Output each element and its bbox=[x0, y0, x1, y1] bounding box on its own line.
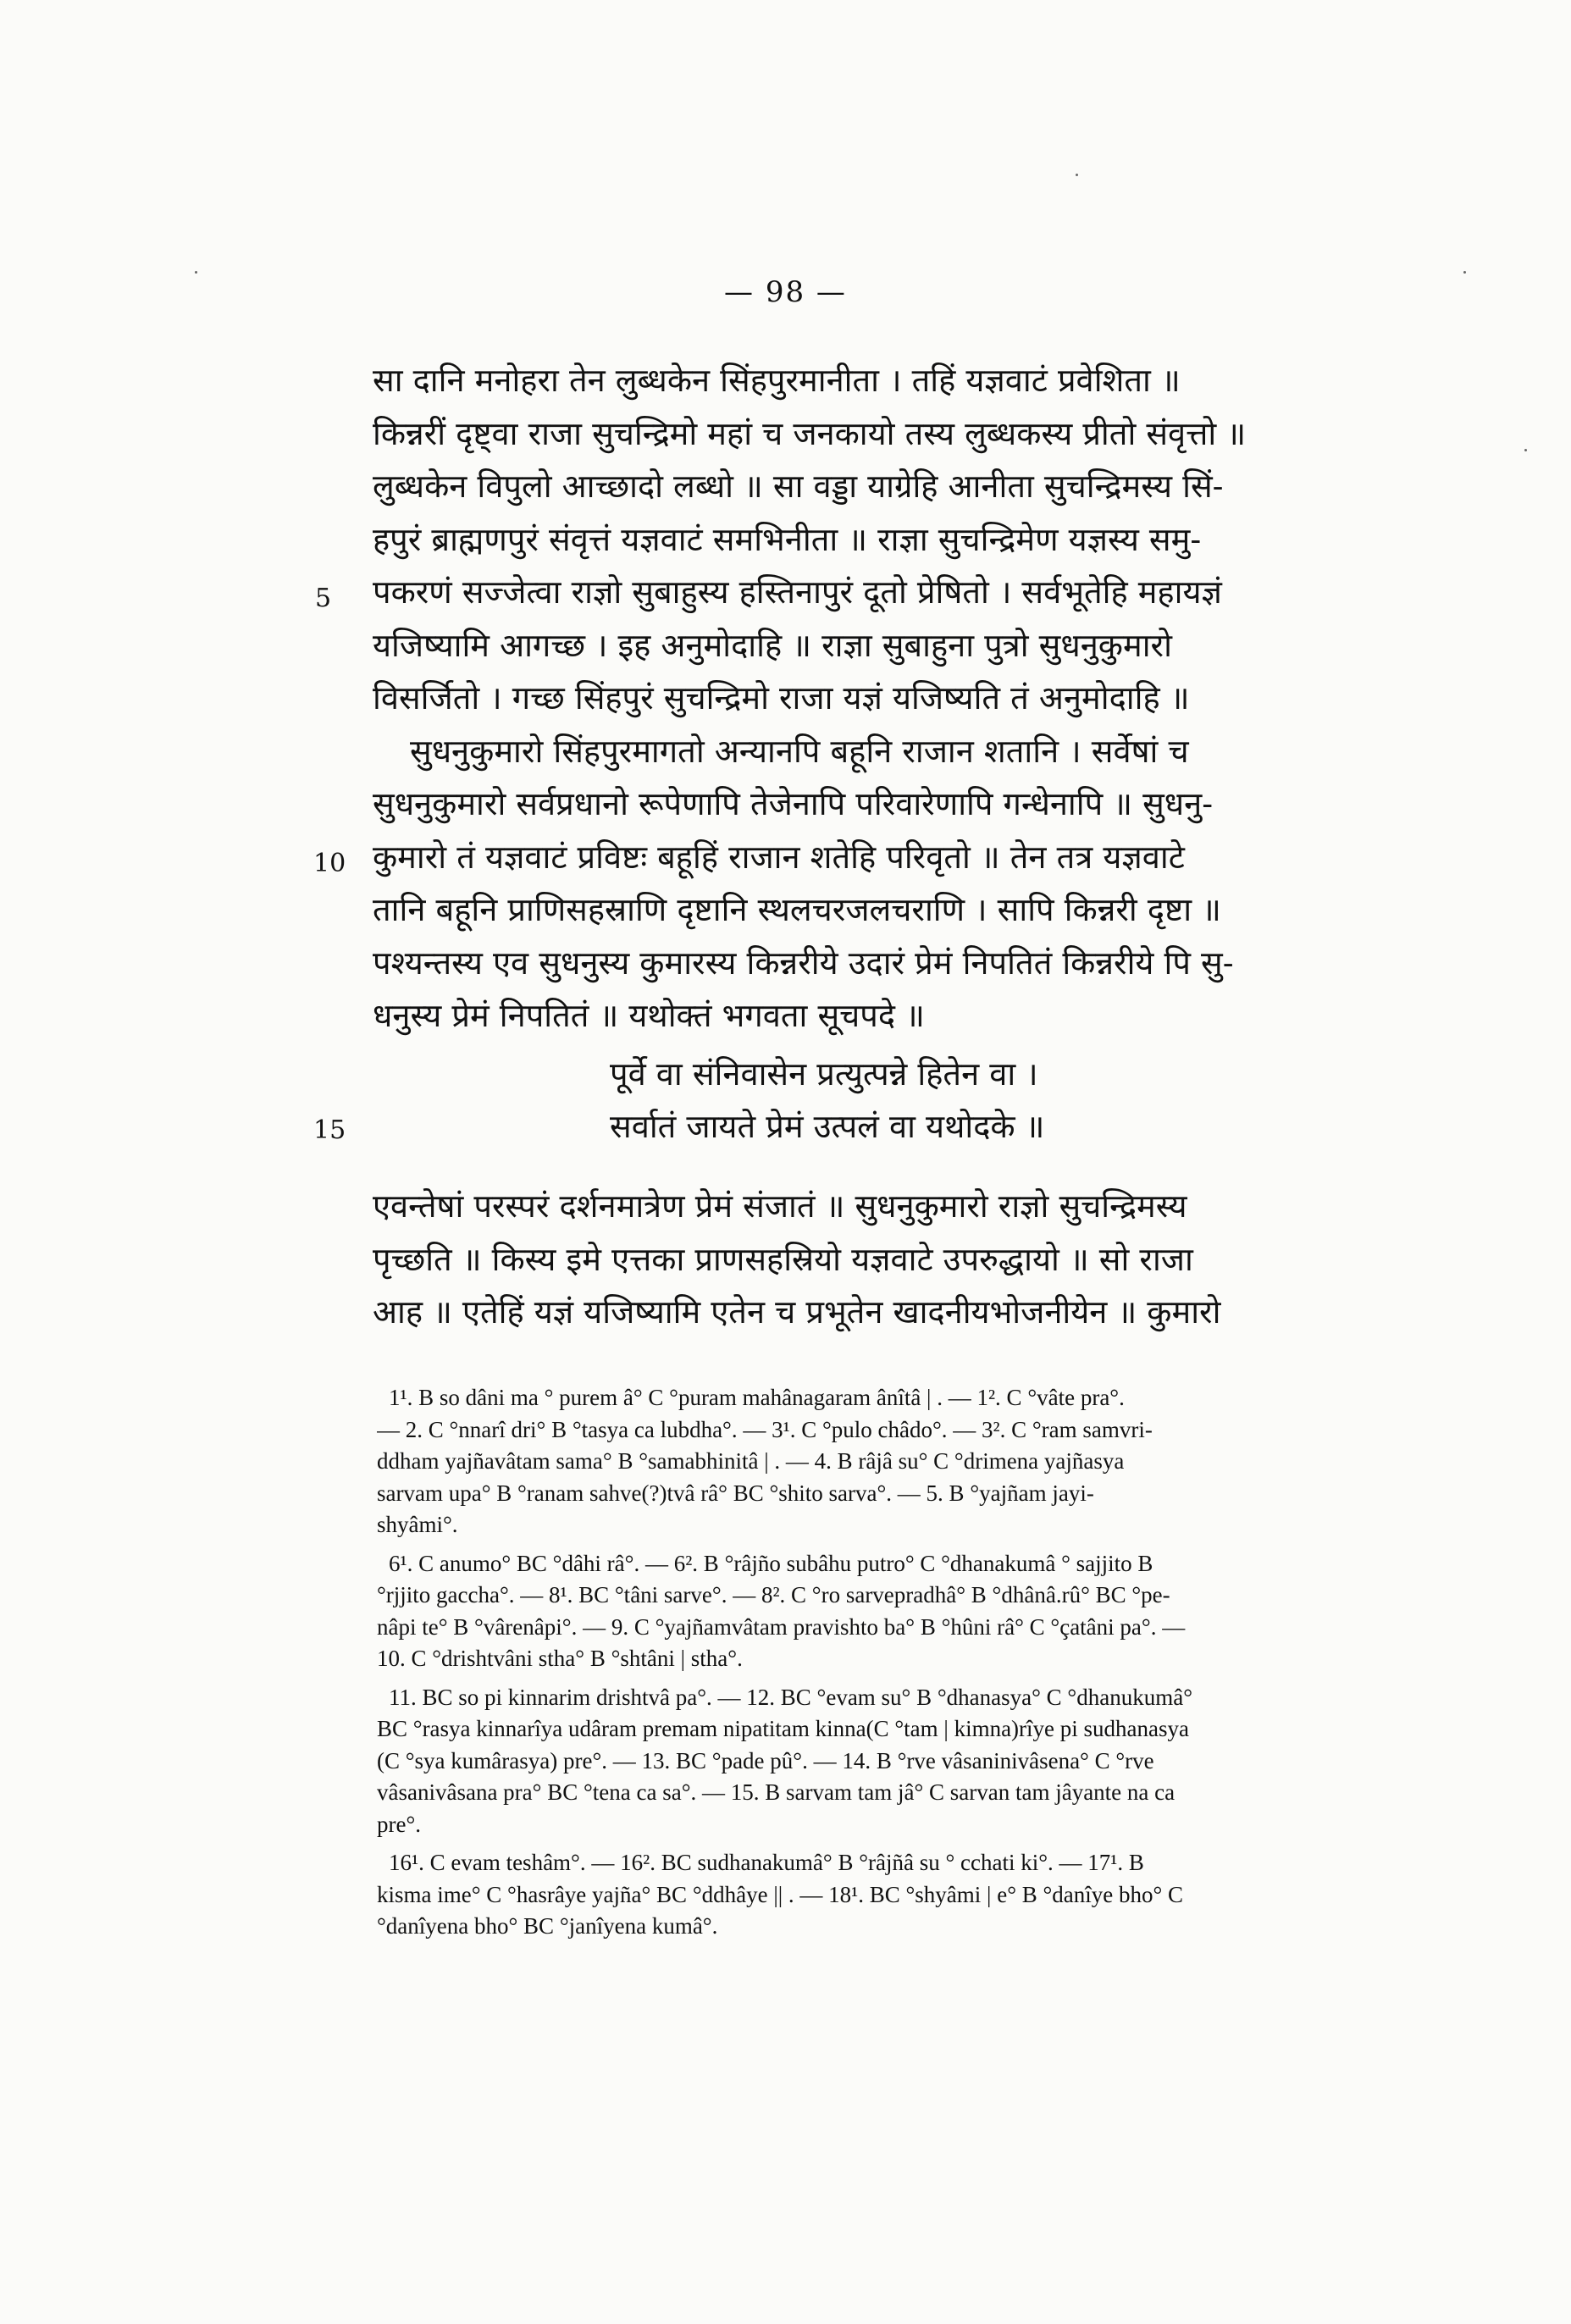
footnote-line: 16¹. C evam teshâm°. — 16². BC sudhanakumâ° B °râjñâ su ° cchati ki°. — 17¹. B bbox=[389, 1850, 1144, 1875]
footnote-line: — 2. C °nnarî dri° B °tasya ca lubdha°. — 3¹. C °pulo châdo°. — 3². C °ram samvri- bbox=[377, 1416, 1153, 1442]
text-line: विसर्जितो । गच्छ सिंहपुरं सुचन्द्रिमो राजा यज्ञं यजिष्यति तं अनुमोदाहि ॥ bbox=[373, 679, 1190, 717]
text-line: पकरणं सज्जेत्वा राज्ञो सुबाहुस्य हस्तिनापुरं दूतो प्रेषितो । सर्वभूतेहि महायज्ञं bbox=[373, 573, 1222, 611]
scan-speck bbox=[1076, 174, 1078, 176]
text-line: तानि बहूनि प्राणिसहस्राणि दृष्टानि स्थलचरजलचराणि । सापि किन्नरी दृष्टा ॥ bbox=[373, 891, 1221, 928]
footnote-line: ddham yajñavâtam sama° B °samabhinitâ | . — 4. B râjâ su° C °drimena yajñasya bbox=[377, 1448, 1125, 1474]
text-line: यजिष्यामि आगच्छ । इह अनुमोदाहि ॥ राज्ञा सुबाहुना पुत्रो सुधनुकुमारो bbox=[373, 626, 1172, 664]
page-number: — 98 — bbox=[724, 275, 847, 309]
scan-speck bbox=[1463, 271, 1466, 274]
text-line: सुधनुकुमारो सर्वप्रधानो रूपेणापि तेजेनापि परिवारेणापि गन्धेनापि ॥ सुधनु- bbox=[373, 785, 1214, 822]
text-line: सा दानि मनोहरा तेन लुब्धकेन सिंहपुरमानीता । तहिं यज्ञवाटं प्रवेशिता ॥ bbox=[373, 362, 1181, 399]
text-line: एवन्तेषां परस्परं दर्शनमात्रेण प्रेमं संजातं ॥ सुधनुकुमारो राज्ञो सुचन्द्रिमस्य bbox=[373, 1187, 1187, 1225]
footnote-line: 1¹. B so dâni ma ° purem â° C °puram mahânagaram ânîtâ | . — 1². C °vâte pra°. bbox=[389, 1385, 1125, 1410]
footnote-line: sarvam upa° B °ranam sahve(?)tvâ râ° BC °shito sarva°. — 5. B °yajñam jayi- bbox=[377, 1480, 1094, 1506]
footnote-line: 6¹. C anumo° BC °dâhi râ°. — 6². B °râjño subâhu putro° C °dhanakumâ ° sajjito B bbox=[389, 1550, 1153, 1576]
verse-block bbox=[610, 1048, 1372, 1153]
footnote-line: °rjjito gaccha°. — 8¹. BC °tâni sarve°. — 8². C °ro sarvepradhâ° B °dhânâ.rû° BC °pe- bbox=[377, 1582, 1170, 1607]
footnote-line: kisma ime° C °hasrâye yajña° BC °ddhâye || . — 18¹. BC °shyâmi | e° B °danîye bho° C bbox=[377, 1881, 1184, 1907]
scan-speck bbox=[195, 271, 197, 274]
text-line: कुमारो तं यज्ञवाटं प्रविष्टः बहूहिं राजान शतेहि परिवृतो ॥ तेन तत्र यज्ञवाटे bbox=[373, 838, 1185, 876]
text-line: पश्यन्तस्य एव सुधनुस्य कुमारस्य किन्नरीये उदारं प्रेमं निपतितं किन्नरीये पि सु- bbox=[373, 943, 1234, 982]
footnote-line: (C °sya kumârasya) pre°. — 13. BC °pade pû°. — 14. B °rve vâsaninivâsena° C °rve bbox=[377, 1747, 1154, 1773]
text-line: किन्नरीं दृष्ट्वा राजा सुचन्द्रिमो महां च जनकायो तस्य लुब्धकस्य प्रीतो संवृत्तो ॥ bbox=[373, 414, 1247, 452]
footnote-line: 10. C °drishtvâni stha° B °shtâni | stha°. bbox=[377, 1646, 743, 1671]
text-line: आह ॥ एतेहिं यज्ञं यजिष्यामि एतेन च प्रभूतेन खादनीयभोजनीयेन ॥ कुमारो bbox=[373, 1293, 1221, 1331]
footnote-line: pre°. bbox=[377, 1811, 422, 1837]
main-text-block bbox=[373, 354, 1491, 1043]
footnote-line: BC °rasya kinnarîya udâram premam nipatitam kinna(C °tam | kimna)rîye pi sudhanasya bbox=[377, 1716, 1189, 1741]
line-number-10: 10 bbox=[313, 849, 346, 878]
footnote-paragraph bbox=[377, 1382, 1486, 1541]
footnote-line: shyâmi°. bbox=[377, 1512, 458, 1537]
footnote-paragraph bbox=[377, 1682, 1486, 1841]
footnote-line: vâsanivâsana pra° BC °tena ca sa°. — 15. B sarvam tam jâ° C sarvan tam jâyante na ca bbox=[377, 1779, 1175, 1805]
footnote-line: 11. BC so pi kinnarim drishtvâ pa°. — 12. BC °evam su° B °dhanasya° C °dhanukumâ° bbox=[389, 1684, 1192, 1710]
text-line: सुधनुकुमारो सिंहपुरमागतो अन्यानपि बहूनि राजान शतानि । सर्वेषां च bbox=[410, 732, 1189, 770]
continuation-text-block bbox=[373, 1180, 1491, 1339]
text-line: धनुस्य प्रेमं निपतितं ॥ यथोक्तं भगवता सूचपदे ॥ bbox=[373, 997, 925, 1034]
text-line: हपुरं ब्राह्मणपुरं संवृत्तं यज्ञवाटं समभिनीता ॥ राज्ञा सुचन्द्रिमेण यज्ञस्य समु- bbox=[373, 520, 1202, 558]
footnote-paragraph bbox=[377, 1548, 1486, 1675]
footnote-line: °danîyena bho° BC °janîyena kumâ°. bbox=[377, 1913, 718, 1939]
line-number-15: 15 bbox=[313, 1115, 346, 1145]
verse-line: सर्वातं जायते प्रेमं उत्पलं वा यथोदके ॥ bbox=[610, 1108, 1045, 1145]
text-line: लुब्धकेन विपुलो आच्छादो लब्धो ॥ सा वड्डा याग्रेहि आनीता सुचन्द्रिमस्य सिं- bbox=[373, 468, 1224, 505]
scan-speck bbox=[1524, 449, 1527, 451]
footnote-line: nâpi te° B °vârenâpi°. — 9. C °yajñamvâtam pravishto ba° B °hûni râ° C °çatâni pa°. — bbox=[377, 1613, 1186, 1640]
verse-line: पूर्वे वा संनिवासेन प्रत्युत्पन्ने हितेन वा । bbox=[610, 1055, 1038, 1093]
footnotes bbox=[377, 1382, 1486, 1950]
footnote-paragraph bbox=[377, 1847, 1486, 1943]
line-number-5: 5 bbox=[315, 584, 332, 613]
text-line: पृच्छति ॥ किस्य इमे एत्तका प्राणसहस्रियो यज्ञवाटे उपरुद्धायो ॥ सो राजा bbox=[373, 1240, 1193, 1278]
